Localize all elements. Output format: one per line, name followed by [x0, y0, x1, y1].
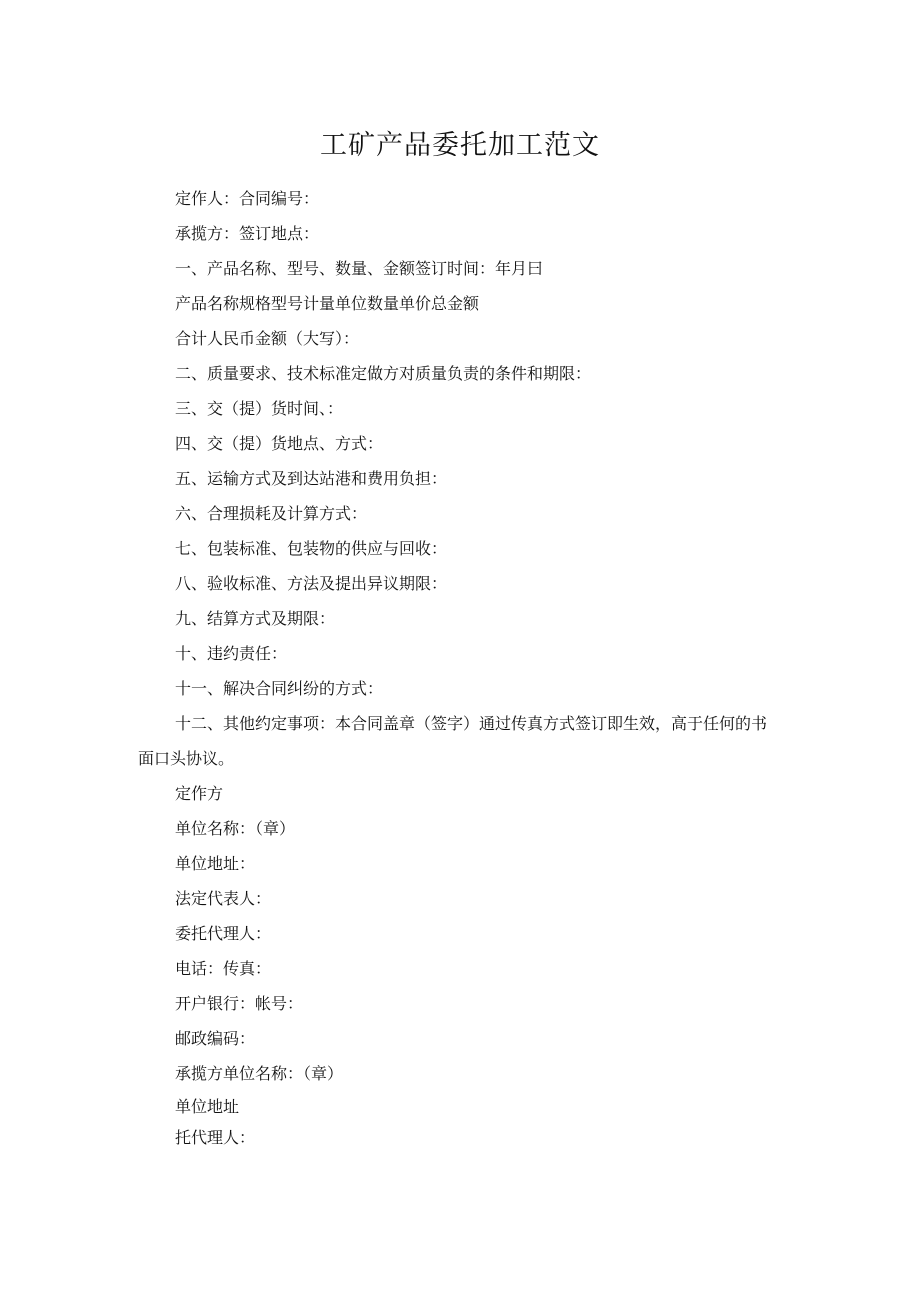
- signature-line: 电话：传真：: [175, 959, 272, 978]
- clause-line: 四、交（提）货地点、方式：: [175, 434, 384, 453]
- clause-line: 十、违约责任：: [175, 644, 288, 663]
- signature-line: 单位名称：（章）: [175, 819, 296, 838]
- clause-line: 二、质量要求、技术标准定做方对质量负责的条件和期限：: [175, 364, 592, 383]
- signature-line: 开户银行：帐号：: [175, 994, 304, 1013]
- clause-line: 八、验收标准、方法及提出异议期限：: [175, 574, 448, 593]
- clause-line: 一、产品名称、型号、数量、金额签订时间：年月曰: [175, 259, 544, 278]
- document-title: 工矿产品委托加工范文: [320, 130, 600, 161]
- clause-line: 定作人：合同编号：: [175, 189, 320, 208]
- clause-line: 产品名称规格型号计量单位数量单价总金额: [175, 294, 480, 313]
- clause-line: 九、结算方式及期限：: [175, 609, 336, 628]
- signature-line: 法定代表人：: [175, 889, 272, 908]
- signature-line: 邮政编码：: [175, 1029, 256, 1048]
- signature-line: 委托代理人：: [175, 924, 272, 943]
- clause-line: 五、运输方式及到达站港和费用负担：: [175, 469, 448, 488]
- signature-line: 托代理人：: [175, 1128, 256, 1147]
- document-body: [138, 181, 778, 1153]
- clause-line: 承揽方：签订地点：: [175, 224, 320, 243]
- clause-paragraph: 十二、其他约定事项：本合同盖章（签字）通过传真方式签订即生效，高于任何的书面口头协议。: [138, 714, 768, 768]
- clause-line: 七、包装标准、包装物的供应与回收：: [175, 539, 448, 558]
- clause-line: 十一、解决合同纠纷的方式：: [175, 679, 384, 698]
- clause-line: 六、合理损耗及计算方式：: [175, 504, 368, 523]
- signature-line: 单位地址: [175, 1097, 240, 1116]
- signature-line: 定作方: [175, 784, 224, 803]
- signature-line: 单位地址：: [175, 854, 256, 873]
- clause-line: 合计人民币金额（大写）：: [175, 329, 360, 348]
- signature-line: 承揽方单位名称：（章）: [175, 1064, 344, 1083]
- clause-line: 三、交（提）货时间、：: [175, 399, 344, 418]
